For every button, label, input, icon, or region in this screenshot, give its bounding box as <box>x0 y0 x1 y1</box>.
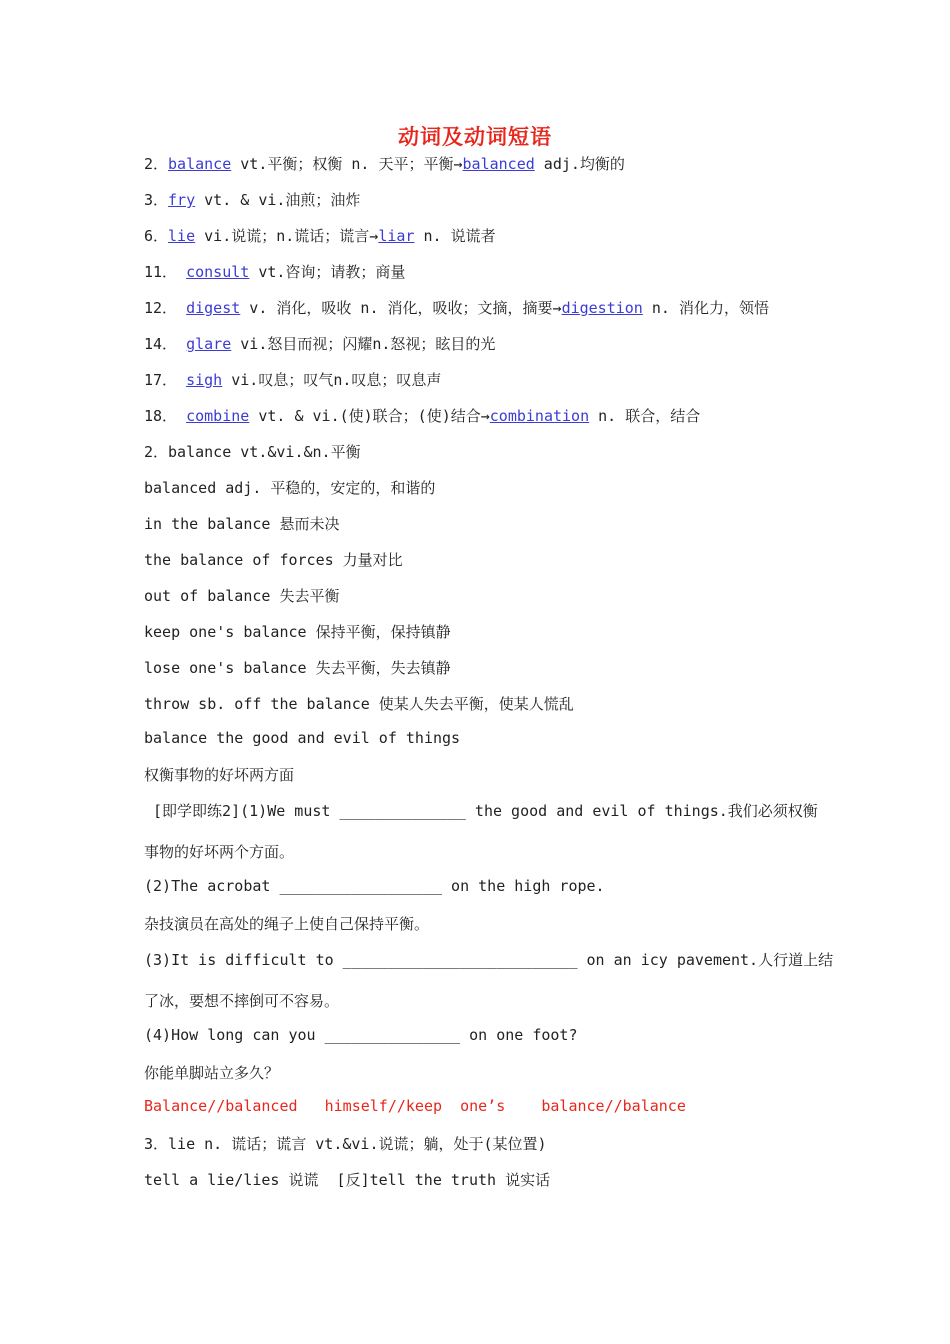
vocab-entry <box>144 189 360 210</box>
phrase-line: throw sb. off the balance 使某人失去平衡，使某人慌乱 <box>144 695 574 713</box>
vocab-entry <box>144 261 405 282</box>
exercise-line: 了冰，要想不摔倒可不容易。 <box>144 992 340 1010</box>
derived-word-link[interactable]: combination <box>489 407 590 425</box>
phrase-line: lose one's balance 失去平衡，失去镇静 <box>144 659 451 677</box>
phrase-line: balanced adj. 平稳的，安定的，和谐的 <box>144 479 436 497</box>
vocab-definition: vt. & vi.(使)联合；(使)结合→ <box>249 407 490 425</box>
vocab-definition: vt.平衡；权衡 n. 天平；平衡→ <box>231 155 463 173</box>
entry-number: 2． <box>144 155 169 173</box>
vocab-entry <box>144 369 441 390</box>
answer-line: Balance//balanced himself//keep one’s balance//balance <box>144 1097 686 1115</box>
vocab-word-link[interactable]: balance <box>168 155 232 173</box>
exercise-line: (3)It is difficult to __________________________ on an icy pavement.人行道上结 <box>144 951 834 969</box>
vocab-definition: vt.咨询；请教；商量 <box>249 263 406 281</box>
derived-word-link[interactable]: balanced <box>462 155 535 173</box>
exercise-line: (2)The acrobat __________________ on the high rope. <box>144 877 605 895</box>
vocab-word-link[interactable]: sigh <box>186 371 223 389</box>
entry-number: 14． <box>144 335 187 353</box>
entry-number: 3． <box>144 191 169 209</box>
page-title: 动词及动词短语 <box>398 124 552 149</box>
exercise-line: 杂技演员在高处的绳子上使自己保持平衡。 <box>144 915 430 933</box>
derived-definition: n. 消化力，领悟 <box>642 299 769 317</box>
lie-line: 3．lie n. 谎话；谎言 vt.&vi.说谎；躺，处于(某位置) <box>144 1135 547 1153</box>
lie-line: tell a lie/lies 说谎 [反]tell the truth 说实话 <box>144 1171 551 1189</box>
entry-number: 11． <box>144 263 187 281</box>
phrase-line: in the balance 悬而未决 <box>144 515 340 533</box>
derived-definition: adj.均衡的 <box>534 155 625 173</box>
phrase-line: out of balance 失去平衡 <box>144 587 340 605</box>
vocab-definition: v. 消化，吸收 n. 消化，吸收；文摘，摘要→ <box>240 299 562 317</box>
entry-number: 12． <box>144 299 187 317</box>
vocab-word-link[interactable]: consult <box>186 263 250 281</box>
derived-word-link[interactable]: liar <box>378 227 415 245</box>
exercise-line: [即学即练2](1)We must ______________ the good and evil of things.我们必须权衡 <box>144 802 818 820</box>
entry-number: 17． <box>144 371 187 389</box>
exercise-line: 事物的好坏两个方面。 <box>144 843 295 861</box>
vocab-word-link[interactable]: combine <box>186 407 250 425</box>
entry-number: 6． <box>144 227 169 245</box>
vocab-entry <box>144 153 625 174</box>
derived-definition: n. 说谎者 <box>414 227 496 245</box>
vocab-entry <box>144 405 700 426</box>
vocab-entry <box>144 333 495 354</box>
vocab-definition: vi.怒目而视；闪耀n.怒视；眩目的光 <box>231 335 496 353</box>
vocab-entry <box>144 225 496 246</box>
phrase-line: keep one's balance 保持平衡，保持镇静 <box>144 623 451 641</box>
vocab-entry <box>144 297 769 318</box>
phrase-line: 权衡事物的好坏两方面 <box>144 766 295 784</box>
vocab-definition: vt. & vi.油煎；油炸 <box>195 191 361 209</box>
exercise-line: 你能单脚站立多久？ <box>144 1064 280 1082</box>
derived-definition: n. 联合，结合 <box>589 407 701 425</box>
phrase-line: the balance of forces 力量对比 <box>144 551 403 569</box>
vocab-word-link[interactable]: digest <box>186 299 241 317</box>
exercise-line: (4)How long can you _______________ on one foot? <box>144 1026 578 1044</box>
vocab-word-link[interactable]: lie <box>168 227 196 245</box>
phrase-line: 2．balance vt.&vi.&n.平衡 <box>144 443 361 461</box>
vocab-definition: vi.叹息；叹气n.叹息；叹息声 <box>222 371 442 389</box>
derived-word-link[interactable]: digestion <box>561 299 643 317</box>
phrase-line: balance the good and evil of things <box>144 729 461 747</box>
entry-number: 18． <box>144 407 187 425</box>
vocab-definition: vi.说谎；n.谎话；谎言→ <box>195 227 379 245</box>
vocab-word-link[interactable]: fry <box>168 191 196 209</box>
vocab-word-link[interactable]: glare <box>186 335 232 353</box>
